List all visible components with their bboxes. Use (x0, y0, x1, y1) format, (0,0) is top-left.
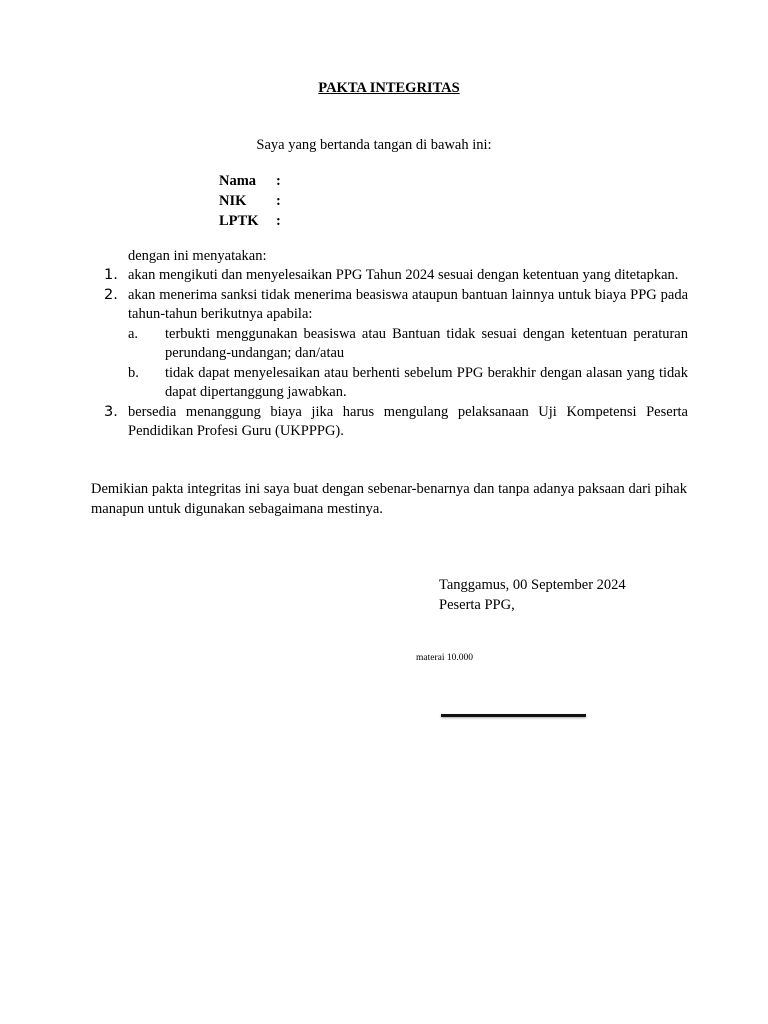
statement-list (104, 266, 688, 442)
sub-list-letter: a. (128, 325, 139, 342)
sub-list-letter: b. (128, 364, 139, 381)
sub-list-item (128, 364, 688, 403)
field-colon-nik: : (276, 193, 281, 209)
sub-list-item-text: tidak dapat menyelesaikan atau berhenti sebelum PPG berakhir dengan alasan yang tidak dapat dipertanggung jawabkan. (165, 364, 688, 400)
field-label-lptk: LPTK (219, 213, 259, 229)
materai-stamp-label: materai 10.000 (416, 653, 473, 663)
sub-list (128, 325, 688, 403)
list-item (104, 403, 688, 442)
field-colon-nama: : (276, 173, 281, 189)
closing-paragraph: Demikian pakta integritas ini saya buat dengan sebenar-benarnya dan tanpa adanya paksaan dari pihak manapun untuk digunakan sebagaimana mestinya. (91, 481, 687, 517)
list-item-text: akan mengikuti dan menyelesaikan PPG Tahun 2024 sesuai dengan ketentuan yang ditetapkan. (128, 267, 679, 283)
list-item (104, 286, 688, 403)
document-title: PAKTA INTEGRITAS (318, 80, 460, 96)
intro-text: Saya yang bertanda tangan di bawah ini: (256, 137, 492, 153)
list-item-text: bersedia menanggung biaya jika harus mengulang pelaksanaan Uji Kompetensi Peserta Pendidikan Profesi Guru (UKPPPG). (128, 403, 688, 439)
signature-line (441, 714, 586, 717)
field-label-nik: NIK (219, 193, 247, 209)
field-colon-lptk: : (276, 213, 281, 229)
list-number: 3. (104, 403, 118, 420)
signature-block (439, 576, 626, 615)
field-label-nama: Nama (219, 173, 257, 189)
sub-list-item-text: terbukti menggunakan beasiswa atau Bantuan tidak sesuai dengan ketentuan peraturan perundang-undangan; dan/atau (165, 325, 688, 361)
statement-intro: dengan ini menyatakan: (128, 248, 267, 264)
list-number: 2. (104, 286, 118, 303)
signer-role: Peserta PPG, (439, 596, 515, 613)
sub-list-item (128, 325, 688, 364)
place-date: Tanggamus, 00 September 2024 (439, 577, 626, 593)
list-item-text: akan menerima sanksi tidak menerima beasiswa ataupun bantuan lainnya untuk biaya PPG pada tahun-tahun berikutnya apabila: (128, 286, 688, 322)
list-item (104, 266, 688, 286)
list-number: 1. (104, 267, 118, 283)
